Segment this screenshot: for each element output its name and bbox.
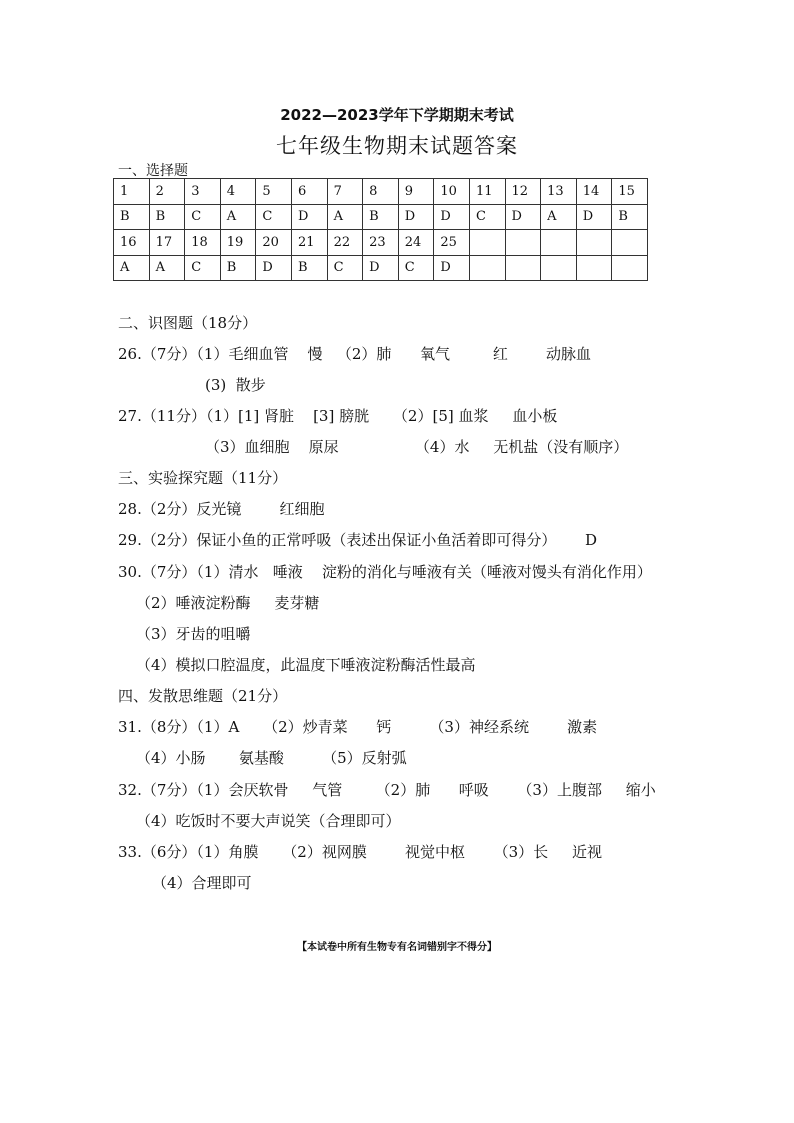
answer-letter-cell: B xyxy=(114,204,150,230)
answer-letter-cell: C xyxy=(398,255,434,281)
question-number-cell: 13 xyxy=(541,179,577,205)
question-number-cell: 19 xyxy=(220,230,256,256)
question-number-cell: 17 xyxy=(149,230,185,256)
answer-30-part3: （3）牙齿的咀嚼 xyxy=(136,625,251,643)
question-number-cell: 6 xyxy=(291,179,327,205)
answer-letter-cell: C xyxy=(185,255,221,281)
answer-letter-cell: B xyxy=(612,204,648,230)
question-number-cell: 14 xyxy=(576,179,612,205)
question-number-cell xyxy=(612,230,648,256)
question-number-cell: 1 xyxy=(114,179,150,205)
answer-letter-row xyxy=(114,204,648,230)
answer-letter-cell: B xyxy=(291,255,327,281)
question-number-cell: 2 xyxy=(149,179,185,205)
answer-27-parts34: （3）血细胞 原尿 （4）水 无机盐（没有顺序） xyxy=(205,438,629,456)
answer-letter-cell: D xyxy=(363,255,399,281)
answer-letter-cell: D xyxy=(256,255,292,281)
answer-31-parts45: （4）小肠 氨基酸 （5）反射弧 xyxy=(136,749,407,767)
answer-33-part4: （4）合理即可 xyxy=(152,874,252,892)
question-number-cell: 15 xyxy=(612,179,648,205)
question-number-cell: 18 xyxy=(185,230,221,256)
section-divergent-heading: 四、发散思维题（21分） xyxy=(118,687,288,705)
question-number-cell: 10 xyxy=(434,179,470,205)
answer-letter-cell xyxy=(469,255,505,281)
answer-letter-cell xyxy=(576,255,612,281)
answer-letter-cell: B xyxy=(363,204,399,230)
answer-30-part2: （2）唾液淀粉酶 麦芽糖 xyxy=(136,594,320,612)
answer-letter-cell: D xyxy=(576,204,612,230)
question-number-cell: 8 xyxy=(363,179,399,205)
answer-letter-cell: D xyxy=(291,204,327,230)
answer-letter-cell: B xyxy=(149,204,185,230)
answer-letter-cell: C xyxy=(256,204,292,230)
answer-28: 28.（2分）反光镜 红细胞 xyxy=(118,500,325,518)
question-number-cell xyxy=(505,230,541,256)
answer-letter-cell: D xyxy=(505,204,541,230)
answer-key-title: 七年级生物期末试题答案 xyxy=(276,134,518,158)
answer-letter-row xyxy=(114,255,648,281)
answer-letter-cell: C xyxy=(185,204,221,230)
question-number-cell: 11 xyxy=(469,179,505,205)
answer-32: 32.（7分）（1）会厌软骨 气管 （2）肺 呼吸 （3）上腹部 缩小 xyxy=(118,781,656,799)
question-number-cell: 4 xyxy=(220,179,256,205)
exam-term-title: 2022—2023学年下学期期末考试 xyxy=(280,106,514,124)
answer-26: 26.（7分）（1）毛细血管 慢 （2）肺 氧气 红 动脉血 xyxy=(118,345,592,363)
question-number-cell: 3 xyxy=(185,179,221,205)
section-choice-heading: 一、选择题 xyxy=(118,163,188,179)
question-number-cell xyxy=(576,230,612,256)
answer-letter-cell: D xyxy=(398,204,434,230)
answer-33: 33.（6分）（1）角膜 （2）视网膜 视觉中枢 （3）长 近视 xyxy=(118,843,602,861)
answer-letter-cell: A xyxy=(114,255,150,281)
answer-letter-cell: A xyxy=(327,204,363,230)
section-experiment-heading: 三、实验探究题（11分） xyxy=(118,469,288,487)
answer-letter-cell xyxy=(612,255,648,281)
question-number-cell: 21 xyxy=(291,230,327,256)
question-number-cell xyxy=(541,230,577,256)
answer-32-part4: （4）吃饭时不要大声说笑（合理即可） xyxy=(136,812,401,830)
answer-letter-cell xyxy=(541,255,577,281)
question-number-row xyxy=(114,179,648,205)
answer-letter-cell: A xyxy=(541,204,577,230)
answer-letter-cell: D xyxy=(434,204,470,230)
choice-answer-table xyxy=(113,178,648,281)
scoring-note: 【本试卷中所有生物专有名词错别字不得分】 xyxy=(297,942,497,953)
section-diagram-heading: 二、识图题（18分） xyxy=(118,314,258,332)
answer-letter-cell: D xyxy=(434,255,470,281)
question-number-cell: 12 xyxy=(505,179,541,205)
answer-letter-cell: A xyxy=(220,204,256,230)
answer-letter-cell: C xyxy=(469,204,505,230)
answer-30: 30.（7分）（1）清水 唾液 淀粉的消化与唾液有关（唾液对馒头有消化作用） xyxy=(118,563,652,581)
question-number-cell: 7 xyxy=(327,179,363,205)
answer-letter-cell xyxy=(505,255,541,281)
question-number-cell: 23 xyxy=(363,230,399,256)
answer-29: 29.（2分）保证小鱼的正常呼吸（表述出保证小鱼活着即可得分） D xyxy=(118,531,598,549)
answer-letter-cell: B xyxy=(220,255,256,281)
answer-27: 27.（11分）（1）[1] 肾脏 [3] 膀胱 （2）[5] 血浆 血小板 xyxy=(118,407,558,425)
answer-30-part4: （4）模拟口腔温度，此温度下唾液淀粉酶活性最高 xyxy=(136,656,476,674)
question-number-cell: 24 xyxy=(398,230,434,256)
question-number-cell: 22 xyxy=(327,230,363,256)
answer-31: 31.（8分）（1）A （2）炒青菜 钙 （3）神经系统 激素 xyxy=(118,718,598,736)
question-number-cell xyxy=(469,230,505,256)
question-number-cell: 25 xyxy=(434,230,470,256)
answer-letter-cell: A xyxy=(149,255,185,281)
answer-letter-cell: C xyxy=(327,255,363,281)
question-number-cell: 20 xyxy=(256,230,292,256)
answer-26-part3: (3) 散步 xyxy=(205,376,266,394)
question-number-row xyxy=(114,230,648,256)
question-number-cell: 5 xyxy=(256,179,292,205)
question-number-cell: 16 xyxy=(114,230,150,256)
question-number-cell: 9 xyxy=(398,179,434,205)
